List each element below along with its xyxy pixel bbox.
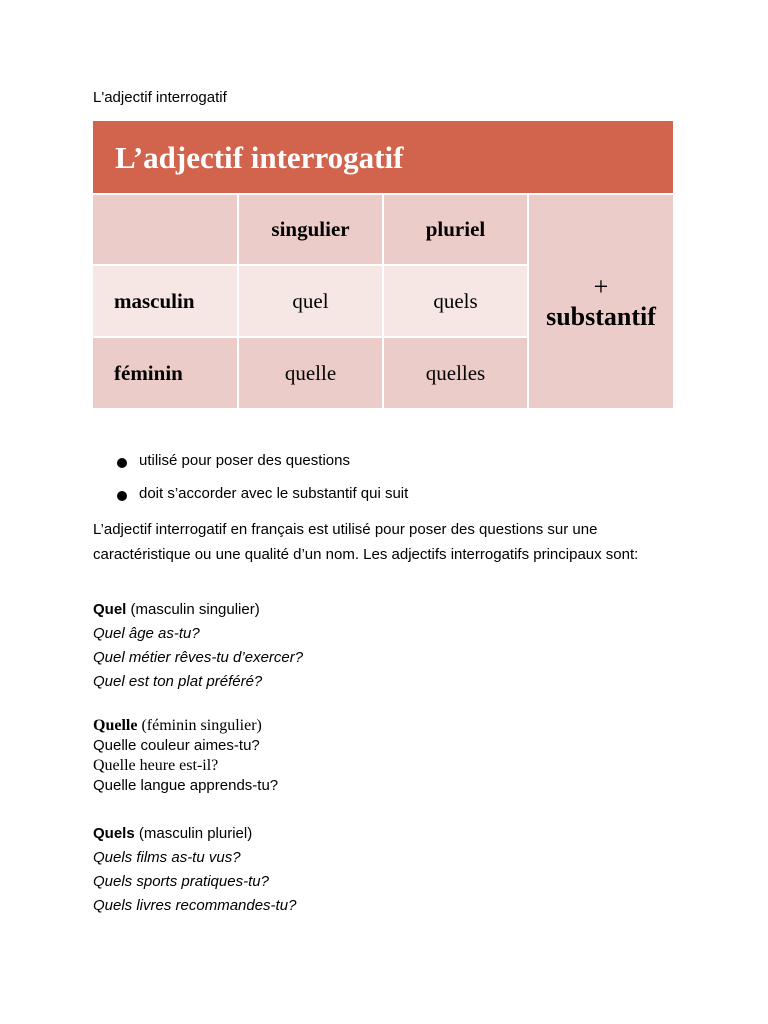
col-header-pluriel: pluriel [384, 195, 527, 264]
section-quel [93, 598, 303, 694]
plus-sign: + [593, 271, 609, 301]
row-label-feminin: féminin [93, 338, 237, 408]
table-header [93, 121, 673, 193]
example-line: Quel âge as-tu? [93, 625, 200, 642]
example-line: Quel métier rêves-tu d’exercer? [93, 649, 304, 666]
example-line: Quels livres recommandes-tu? [93, 897, 297, 914]
cell-feminin-pluriel: quelles [384, 338, 527, 408]
row-label-masculin: masculin [93, 266, 237, 336]
example-line: Quels films as-tu vus? [93, 849, 241, 866]
section-quels [93, 822, 296, 918]
section-word: Quel [93, 601, 127, 618]
example-line: Quelle couleur aimes-tu? [93, 737, 260, 754]
section-quelle [93, 716, 278, 796]
bullet-text: utilisé pour poser des questions [139, 452, 350, 469]
table-corner-cell [93, 195, 237, 264]
section-word: Quelle [93, 717, 138, 734]
bullet-icon [117, 491, 127, 501]
intro-paragraph: L’adjectif interrogatif en français est utilisé pour poser des questions sur une caractéristique ou une qualité d’un nom. Les adjectifs interrogatifs principaux sont: [93, 521, 639, 563]
substantif-cell [529, 195, 673, 408]
section-word: Quels [93, 825, 135, 842]
list-item [117, 485, 408, 518]
bullet-icon [117, 458, 127, 468]
section-heading [93, 716, 278, 736]
table-header-text: L’adjectif interrogatif [115, 140, 404, 175]
section-desc: (masculin singulier) [126, 601, 260, 618]
example-line: Quel est ton plat préféré? [93, 673, 263, 690]
substantif-label: substantif [546, 301, 656, 331]
col-header-singulier: singulier [239, 195, 382, 264]
section-heading [93, 598, 303, 622]
bullet-text: doit s’accorder avec le substantif qui suit [139, 485, 409, 502]
cell-masculin-pluriel: quels [384, 266, 527, 336]
cell-masculin-singulier: quel [239, 266, 382, 336]
example-line: Quelle heure est-il? [93, 757, 219, 774]
section-heading [93, 822, 296, 846]
example-line: Quels sports pratiques-tu? [93, 873, 269, 890]
cell-feminin-singulier: quelle [239, 338, 382, 408]
list-item [117, 452, 408, 485]
document-title: L'adjectif interrogatif [93, 89, 227, 106]
section-desc: (masculin pluriel) [134, 825, 253, 842]
adjective-table [93, 121, 673, 410]
section-desc: (féminin singulier) [137, 717, 262, 734]
example-line: Quelle langue apprends-tu? [93, 777, 279, 794]
bullet-list [117, 452, 408, 518]
